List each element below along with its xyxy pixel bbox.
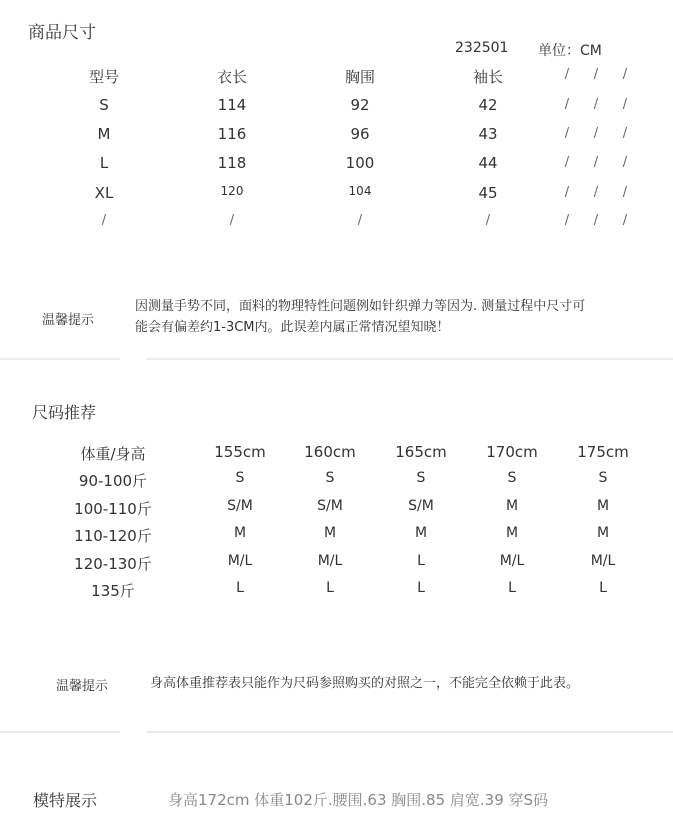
- size-header-cell: /: [564, 67, 570, 82]
- size-table-cell: /: [622, 97, 628, 112]
- size-table-cell: /: [101, 213, 107, 228]
- size-table-cell: /: [485, 213, 491, 228]
- size-tip-label: 温馨提示: [42, 313, 95, 328]
- recommend-tip-label: 温馨提示: [56, 679, 109, 694]
- size-tip-line-2: 能会有偏差约1-3CM内。此误差内属正常情况望知晓！: [135, 320, 450, 335]
- size-table-cell: 92: [350, 96, 370, 114]
- size-table-cell: /: [229, 213, 235, 228]
- recommend-table-cell: M: [323, 525, 337, 541]
- recommend-table-cell: M: [414, 525, 428, 541]
- recommend-table-cell: L: [236, 580, 244, 596]
- size-table-cell: /: [622, 155, 628, 170]
- recommend-table-cell: M: [233, 525, 247, 541]
- recommend-table-cell: M: [596, 525, 610, 541]
- size-header-cell: 型号: [88, 68, 120, 86]
- size-table-cell: 100: [345, 154, 375, 172]
- recommend-table-cell: S/M: [227, 498, 253, 514]
- size-table-cell: 118: [217, 154, 247, 172]
- size-table-cell: 42: [478, 96, 498, 114]
- recommend-table-cell: M: [505, 525, 519, 541]
- size-table-cell: /: [564, 97, 570, 112]
- recommend-table-cell: 110-120斤: [74, 527, 152, 545]
- size-table-cell: 116: [217, 125, 247, 143]
- recommend-table-cell: 135斤: [91, 582, 135, 600]
- size-table-cell: 44: [478, 154, 498, 172]
- recommend-header-cell: 175cm: [577, 443, 629, 461]
- product-code: 232501: [455, 40, 509, 56]
- size-table-cell: /: [593, 185, 599, 200]
- size-table-cell: 96: [350, 125, 370, 143]
- size-header-cell: 胸围: [344, 68, 376, 86]
- recommend-table-cell: 120-130斤: [74, 555, 152, 573]
- divider-left-2: [0, 731, 120, 733]
- size-tip-text: [135, 296, 585, 338]
- size-table-cell: /: [593, 155, 599, 170]
- size-table-cell: /: [622, 185, 628, 200]
- size-table-cell: 104: [348, 184, 372, 198]
- size-header-cell: /: [593, 67, 599, 82]
- recommend-table-cell: 100-110斤: [74, 500, 152, 518]
- size-table-cell: /: [564, 185, 570, 200]
- size-tip-line-1: 因测量手势不同，面料的物理特性问题例如针织弹力等因为. 测量过程中尺寸可: [135, 299, 586, 314]
- recommend-table-cell: M/L: [227, 553, 253, 569]
- recommend-table-cell: 90-100斤: [78, 472, 148, 490]
- size-table-cell: /: [564, 213, 570, 228]
- size-table-cell: M: [97, 125, 111, 143]
- divider-right-1: [146, 358, 673, 360]
- model-section-title: 模特展示: [33, 791, 98, 810]
- model-info: 身高172cm 体重102斤.腰围.63 胸围.85 肩宽.39 穿S码: [168, 791, 549, 809]
- recommend-table-cell: M/L: [590, 553, 616, 569]
- size-table-cell: 120: [220, 184, 244, 198]
- recommend-table-cell: S/M: [408, 498, 434, 514]
- recommend-header-cell: 170cm: [486, 443, 538, 461]
- recommend-table-cell: M/L: [499, 553, 525, 569]
- recommend-section-title: 尺码推荐: [32, 403, 97, 422]
- recommend-table-cell: L: [417, 580, 425, 596]
- size-table-cell: XL: [94, 184, 114, 202]
- size-header-cell: 袖长: [472, 68, 504, 86]
- recommend-table-cell: S: [325, 470, 335, 486]
- size-table-cell: L: [99, 154, 109, 172]
- size-table-cell: /: [357, 213, 363, 228]
- recommend-table-cell: S: [507, 470, 517, 486]
- recommend-table-cell: M: [596, 498, 610, 514]
- divider-left-1: [0, 358, 120, 360]
- recommend-header-cell: 165cm: [395, 443, 447, 461]
- unit-label: 单位：CM: [538, 43, 602, 59]
- size-table-cell: 43: [478, 125, 498, 143]
- size-table-cell: 114: [217, 96, 247, 114]
- size-table-cell: /: [564, 126, 570, 141]
- recommend-table-cell: S/M: [317, 498, 343, 514]
- divider-right-2: [146, 731, 673, 733]
- recommend-table-cell: S: [416, 470, 426, 486]
- size-header-cell: /: [622, 67, 628, 82]
- recommend-tip-text: 身高体重推荐表只能作为尺码参照购买的对照之一，不能完全依赖于此表。: [150, 676, 580, 691]
- size-section-title: 商品尺寸: [28, 23, 96, 43]
- recommend-table-cell: L: [326, 580, 334, 596]
- recommend-table-cell: L: [599, 580, 607, 596]
- size-table-cell: /: [564, 155, 570, 170]
- size-table-cell: /: [593, 213, 599, 228]
- size-header-cell: 衣长: [216, 68, 248, 86]
- recommend-table-cell: S: [598, 470, 608, 486]
- size-table-cell: 45: [478, 184, 498, 202]
- recommend-table-cell: M/L: [317, 553, 343, 569]
- recommend-table-cell: M: [505, 498, 519, 514]
- size-table-cell: /: [622, 213, 628, 228]
- recommend-header-cell: 160cm: [304, 443, 356, 461]
- recommend-header-cell: 155cm: [214, 443, 266, 461]
- recommend-table-cell: L: [417, 553, 425, 569]
- size-table-cell: S: [99, 96, 109, 114]
- size-table-cell: /: [622, 126, 628, 141]
- size-table-cell: /: [593, 126, 599, 141]
- recommend-table-cell: L: [508, 580, 516, 596]
- size-table-cell: /: [593, 97, 599, 112]
- recommend-header-cell: 体重/身高: [80, 445, 146, 463]
- recommend-table-cell: S: [235, 470, 245, 486]
